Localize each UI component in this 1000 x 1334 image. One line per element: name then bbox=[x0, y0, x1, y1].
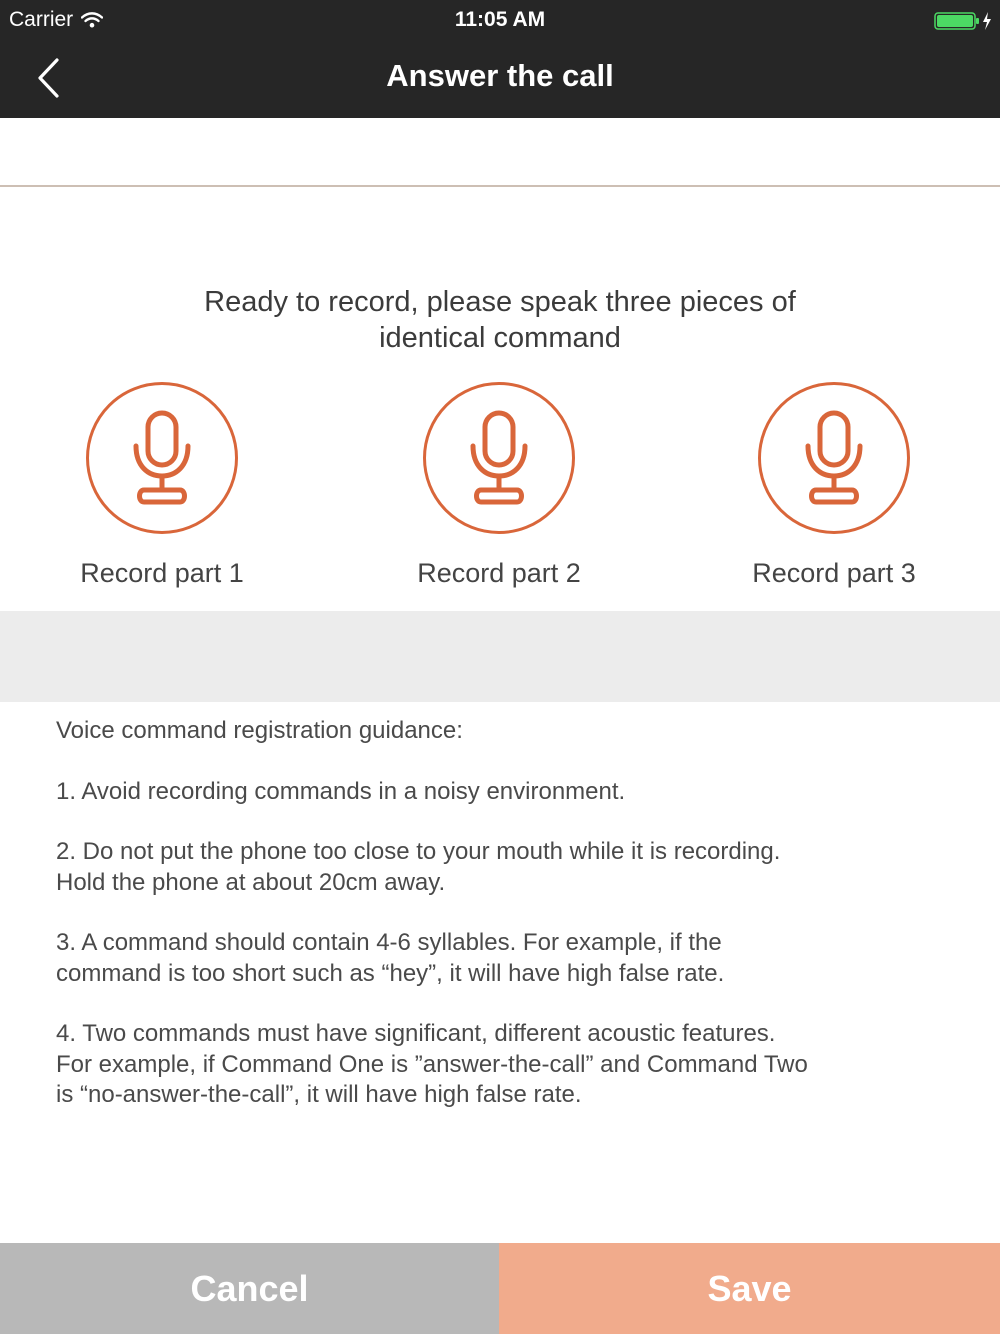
save-button[interactable]: Save bbox=[499, 1243, 1000, 1334]
record-part-2-label: Record part 2 bbox=[417, 558, 581, 588]
guidance-item-4: 4. Two commands must have significant, different acoustic features. For example, if Command One is ”answer-the-call” and Command Two is “no-answer-the-call”, it will have high false rate. bbox=[56, 1020, 808, 1108]
record-part-1-label: Record part 1 bbox=[80, 558, 244, 588]
microphone-icon bbox=[802, 410, 866, 506]
microphone-icon bbox=[130, 410, 194, 506]
battery-indicator bbox=[934, 10, 994, 32]
page-title: Answer the call bbox=[386, 58, 614, 93]
record-part-1-button[interactable] bbox=[86, 382, 238, 534]
record-part-3[interactable] bbox=[714, 382, 954, 589]
navigation-bar bbox=[0, 0, 1000, 118]
record-prompt: Ready to record, please speak three pieces of identical command bbox=[204, 286, 796, 354]
carrier-label: Carrier bbox=[9, 8, 74, 31]
guidance-heading: Voice command registration guidance: bbox=[56, 717, 463, 744]
guidance-section bbox=[56, 716, 816, 1141]
guidance-item-3: 3. A command should contain 4-6 syllables. For example, if the command is too short such as “hey”, it will have high false rate. bbox=[56, 929, 725, 987]
record-part-3-label: Record part 3 bbox=[752, 558, 916, 588]
record-part-2-button[interactable] bbox=[423, 382, 575, 534]
section-divider bbox=[0, 611, 1000, 702]
command-name-field[interactable] bbox=[0, 118, 1000, 187]
guidance-item-2: 2. Do not put the phone too close to your mouth while it is recording. Hold the phone at about 20cm away. bbox=[56, 838, 781, 896]
record-part-1[interactable] bbox=[42, 382, 282, 589]
status-time: 11:05 AM bbox=[454, 8, 546, 31]
record-part-2[interactable] bbox=[379, 382, 619, 589]
battery-icon bbox=[934, 10, 994, 32]
record-part-3-button[interactable] bbox=[758, 382, 910, 534]
guidance-item-1: 1. Avoid recording commands in a noisy environment. bbox=[56, 777, 626, 805]
microphone-icon bbox=[467, 410, 531, 506]
cancel-button[interactable]: Cancel bbox=[0, 1243, 499, 1334]
